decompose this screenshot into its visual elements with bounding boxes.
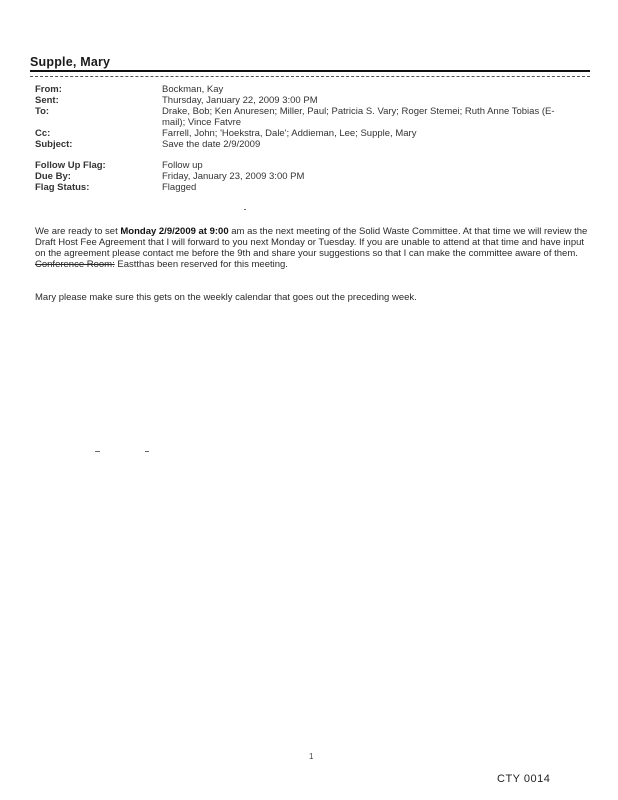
from-label: From: [35, 84, 62, 95]
scan-speck [244, 209, 246, 210]
meeting-date-emphasis: Monday 2/9/2009 at 9:00 [120, 226, 229, 237]
subject-label: Subject: [35, 139, 73, 150]
sent-value: Thursday, January 22, 2009 3:00 PM [162, 95, 318, 106]
due-by-row [35, 171, 595, 182]
message-paragraph-2 [35, 292, 590, 303]
struck-text: Conference Room: [35, 259, 115, 270]
from-row [35, 84, 595, 95]
subject-row [35, 139, 595, 150]
due-by-value: Friday, January 23, 2009 3:00 PM [162, 171, 305, 182]
sent-row [35, 95, 595, 106]
follow-up-flag-label: Follow Up Flag: [35, 160, 106, 171]
from-value: Bockman, Kay [162, 84, 224, 95]
flag-status-row [35, 182, 595, 193]
cc-row [35, 128, 595, 139]
message-text-request: Mary please make sure this gets on the weekly calendar that goes out the preceding week. [35, 292, 417, 303]
scan-speck [145, 451, 149, 452]
message-text-body: am as the next meeting of the Solid Waste Committee. At that time we will review the Draft Host Fee Agreement that I will forward to you next Monday or Tuesday. If you are unable to attend at that time and have input on the agreement please contact me before the 9th and share your suggestions so that I can make the committee aware of them. [35, 226, 588, 259]
cc-value: Farrell, John; 'Hoekstra, Dale'; Addieman, Lee; Supple, Mary [162, 128, 417, 139]
to-row [35, 106, 595, 128]
message-text-room: Eastthas been reserved for this meeting. [114, 259, 288, 270]
document-id: CTY 0014 [497, 773, 551, 785]
follow-up-flag-value: Follow up [162, 160, 203, 171]
header-divider [30, 70, 590, 77]
message-text-intro: We are ready to set [35, 226, 121, 237]
flag-status-value: Flagged [162, 182, 197, 193]
message-paragraph-1 [35, 226, 590, 270]
flag-status-label: Flag Status: [35, 182, 90, 193]
scan-speck [95, 451, 100, 452]
to-label: To: [35, 106, 50, 117]
sent-label: Sent: [35, 95, 59, 106]
due-by-label: Due By: [35, 171, 71, 182]
cc-label: Cc: [35, 128, 51, 139]
subject-value: Save the date 2/9/2009 [162, 139, 261, 150]
follow-up-flag-row [35, 160, 595, 171]
page-number: 1 [309, 752, 314, 761]
to-value: Drake, Bob; Ken Anuresen; Miller, Paul; Patricia S. Vary; Roger Stemei; Ruth Anne Tobias (E-mail); Vince Fatvre [162, 106, 555, 128]
email-owner-name: Supple, Mary [30, 55, 111, 69]
